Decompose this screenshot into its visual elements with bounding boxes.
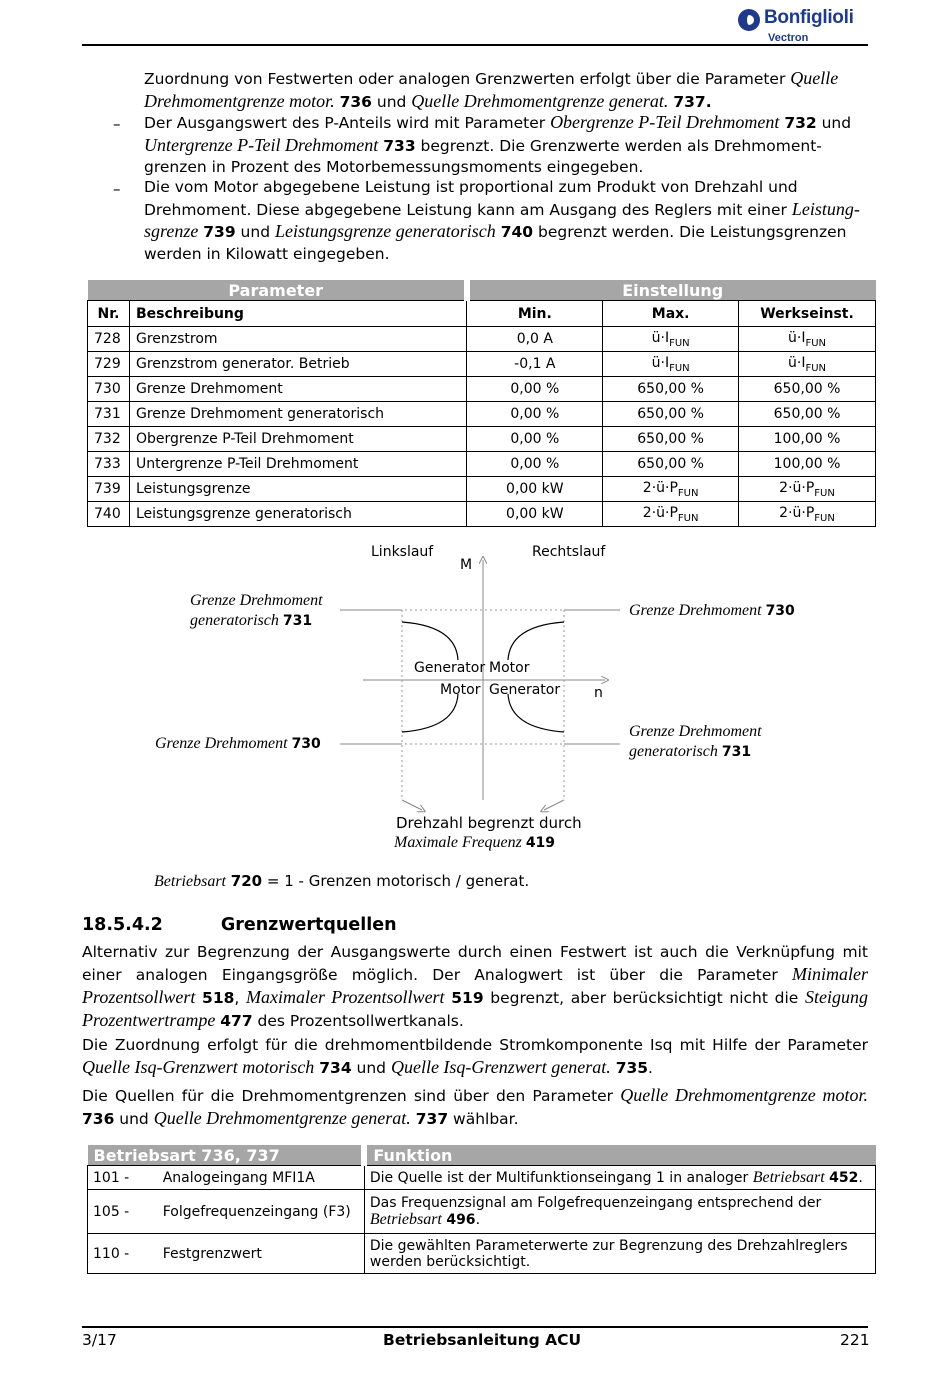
section-number: 18.5.4.2 (82, 915, 163, 935)
label-m-axis: M (460, 557, 473, 573)
section-paragraph-1: Alternativ zur Begrenzung der Ausgangswerte durch einen Festwert ist auch die Verknüpfung mit einer analogen Eingangsgröße möglich. Der Analogwert ist über die Parameter Minimaler Prozentsollwert 518, Maximaler Prozentsollwert 519 begrenzt, aber berücksichtigt nicht die Steigung Prozentwertrampe 477 des Prozentsollwertkanals. (82, 943, 868, 1030)
table-row (88, 402, 876, 427)
col-werkseinst: Werkseinst. (739, 301, 876, 327)
cell-function: Die Quelle ist der Multifunktionseingang 1 in analoger Betriebsart 452. (364, 1166, 875, 1190)
cell-default: $2\cdot ü\cdot P_{FUN}$ (739, 477, 876, 502)
cell-max: $ü\cdot I_{FUN}$ (603, 352, 739, 377)
table-row (88, 1166, 876, 1190)
cell-min: 0,00 % (467, 452, 603, 477)
parameter-table (87, 280, 876, 527)
label-motor-q3: Motor (440, 682, 481, 698)
header-funktion: Funktion (364, 1145, 875, 1166)
label-limit-730-top: Grenze Drehmoment 730 (629, 602, 795, 619)
curve-bottom-right (508, 694, 564, 732)
table-row (88, 477, 876, 502)
table-row (88, 327, 876, 352)
table-row (88, 452, 876, 477)
col-max: Max. (603, 301, 739, 327)
table-row (88, 502, 876, 527)
label-n-axis: n (594, 685, 603, 701)
col-beschreibung: Beschreibung (129, 301, 466, 327)
cell-min: 0,00 kW (467, 477, 603, 502)
label-generator-q2: Generator (414, 660, 486, 676)
cell-function: Das Frequenzsignal am Folgefrequenzeingang entsprechend der Betriebsart 496. (364, 1190, 875, 1234)
cell-nr: 731 (88, 402, 130, 427)
cell-max: 650,00 % (603, 377, 739, 402)
cell-max: 650,00 % (603, 427, 739, 452)
torque-limit-diagram (100, 538, 860, 868)
col-min: Min. (467, 301, 603, 327)
cell-default: 650,00 % (739, 402, 876, 427)
section-title: Grenzwertquellen (220, 915, 397, 935)
curve-bottom-left (402, 694, 458, 732)
section-paragraph-3: Die Quellen für die Drehmomentgrenzen sind über den Parameter Quelle Drehmomentgrenze motor. 736 und Quelle Drehmomentgrenze generat. 737 wählbar. (82, 1085, 868, 1128)
cell-min: 0,00 kW (467, 502, 603, 527)
label-generator-q4: Generator (489, 682, 561, 698)
cell-nr: 729 (88, 352, 130, 377)
cell-min: -0,1 A (467, 352, 603, 377)
label-limit-gen-731-bottom: Grenze Drehmoment generatorisch 731 (629, 723, 762, 760)
bullet-dash: – (113, 180, 121, 198)
label-linkslauf: Linkslauf (371, 544, 434, 560)
cell-min: 0,00 % (467, 377, 603, 402)
cell-default: 650,00 % (739, 377, 876, 402)
curve-top-right (508, 622, 564, 660)
cell-default: $2\cdot ü\cdot P_{FUN}$ (739, 502, 876, 527)
curve-top-left (402, 622, 458, 660)
cell-desc: Grenzstrom (129, 327, 466, 352)
section-heading (82, 915, 397, 935)
diagram-caption: Betriebsart 720 = 1 - Grenzen motorisch / generat. (154, 872, 530, 890)
cell-code: 110 - (88, 1234, 158, 1274)
section-paragraph-2: Die Zuordnung erfolgt für die drehmomentbildende Stromkomponente Isq mit Hilfe der Parameter Quelle Isq-Grenzwert motorisch 734 und Quelle Isq-Grenzwert generat. 735. (82, 1036, 868, 1077)
label-limit-gen-731-top: Grenze Drehmoment generatorisch 731 (190, 592, 323, 629)
group-header-parameter: Parameter (88, 280, 467, 301)
cell-desc: Untergrenze P-Teil Drehmoment (129, 452, 466, 477)
cell-code: 101 - (88, 1166, 158, 1190)
cell-nr: 728 (88, 327, 130, 352)
logo-icon (738, 9, 760, 31)
intro-paragraph-2: Der Ausgangswert des P-Anteils wird mit Parameter Obergrenze P-Teil Drehmoment 732 und Untergrenze P-Teil Drehmoment 733 begrenzt. Die Grenzwerte werden als Drehmoment- grenzen in Prozent des Motorbemessungsmoments eingegeben. (144, 112, 852, 176)
cell-default: 100,00 % (739, 427, 876, 452)
cell-min: 0,00 % (467, 402, 603, 427)
bonfiglioli-logo (738, 6, 868, 46)
cell-source: Festgrenzwert (158, 1234, 365, 1274)
cell-max: $2\cdot ü\cdot P_{FUN}$ (603, 477, 739, 502)
cell-max: 650,00 % (603, 452, 739, 477)
cell-nr: 732 (88, 427, 130, 452)
column-header-row (88, 301, 876, 327)
cell-code: 105 - (88, 1190, 158, 1234)
intro-paragraph-1: Zuordnung von Festwerten oder analogen Grenzwerten erfolgt über die Parameter Quelle Drehmomentgrenze motor. 736 und Quelle Drehmomentgrenze generat. 737. (144, 68, 839, 111)
table-row (88, 377, 876, 402)
cell-function: Die gewählten Parameterwerte zur Begrenzung des Drehzahlreglers werden berücksichtigt. (364, 1234, 875, 1274)
header-rule (82, 44, 868, 46)
cell-desc: Obergrenze P-Teil Drehmoment (129, 427, 466, 452)
cell-min: 0,0 A (467, 327, 603, 352)
header-betriebsart: Betriebsart 736, 737 (88, 1145, 365, 1166)
label-motor-q1: Motor (489, 660, 530, 676)
cell-default: $ü\cdot I_{FUN}$ (739, 352, 876, 377)
source-function-table (87, 1145, 876, 1274)
cell-desc: Grenze Drehmoment (129, 377, 466, 402)
label-speed-limit: Drehzahl begrenzt durch (396, 814, 582, 832)
table-row (88, 352, 876, 377)
cell-nr: 740 (88, 502, 130, 527)
cell-max: $2\cdot ü\cdot P_{FUN}$ (603, 502, 739, 527)
logo-sub: Vectron (768, 32, 809, 44)
footer-rule (82, 1326, 868, 1328)
cell-nr: 733 (88, 452, 130, 477)
cell-min: 0,00 % (467, 427, 603, 452)
cell-desc: Leistungsgrenze generatorisch (129, 502, 466, 527)
footer-doc-title: Betriebsanleitung ACU (383, 1331, 582, 1349)
cell-max: $ü\cdot I_{FUN}$ (603, 327, 739, 352)
cell-nr: 730 (88, 377, 130, 402)
label-rechtslauf: Rechtslauf (532, 544, 606, 560)
page-number: 221 (840, 1331, 870, 1349)
intro-paragraph-3: Die vom Motor abgegebene Leistung ist proportional zum Produkt von Drehzahl und Drehmoment. Diese abgegebene Leistung kann am Ausgang des Reglers mit einer Leistung- sgrenze 739 und Leistungsgrenze generatorisch 740 begrenzt werden. Die Leistungsgrenzen werden in Kilowatt eingegeben. (144, 178, 860, 263)
group-header-einstellung: Einstellung (467, 280, 876, 301)
table-row (88, 427, 876, 452)
footer-chapter: 3/17 (82, 1331, 117, 1349)
cell-max: 650,00 % (603, 402, 739, 427)
arrow-right-down (544, 800, 564, 810)
label-max-frequency: Maximale Frequenz 419 (394, 834, 556, 851)
cell-desc: Grenzstrom generator. Betrieb (129, 352, 466, 377)
table-row (88, 1190, 876, 1234)
logo-brand: Bonfiglioli (764, 7, 854, 28)
col-nr: Nr. (88, 301, 130, 327)
bullet-dash: – (113, 115, 121, 133)
cell-desc: Leistungsgrenze (129, 477, 466, 502)
cell-default: 100,00 % (739, 452, 876, 477)
cell-source: Folgefrequenzeingang (F3) (158, 1190, 365, 1234)
table-row (88, 1234, 876, 1274)
arrow-left-down (402, 800, 422, 810)
label-limit-730-bottom: Grenze Drehmoment 730 (155, 735, 321, 752)
cell-nr: 739 (88, 477, 130, 502)
cell-source: Analogeingang MFI1A (158, 1166, 365, 1190)
cell-desc: Grenze Drehmoment generatorisch (129, 402, 466, 427)
cell-default: $ü\cdot I_{FUN}$ (739, 327, 876, 352)
